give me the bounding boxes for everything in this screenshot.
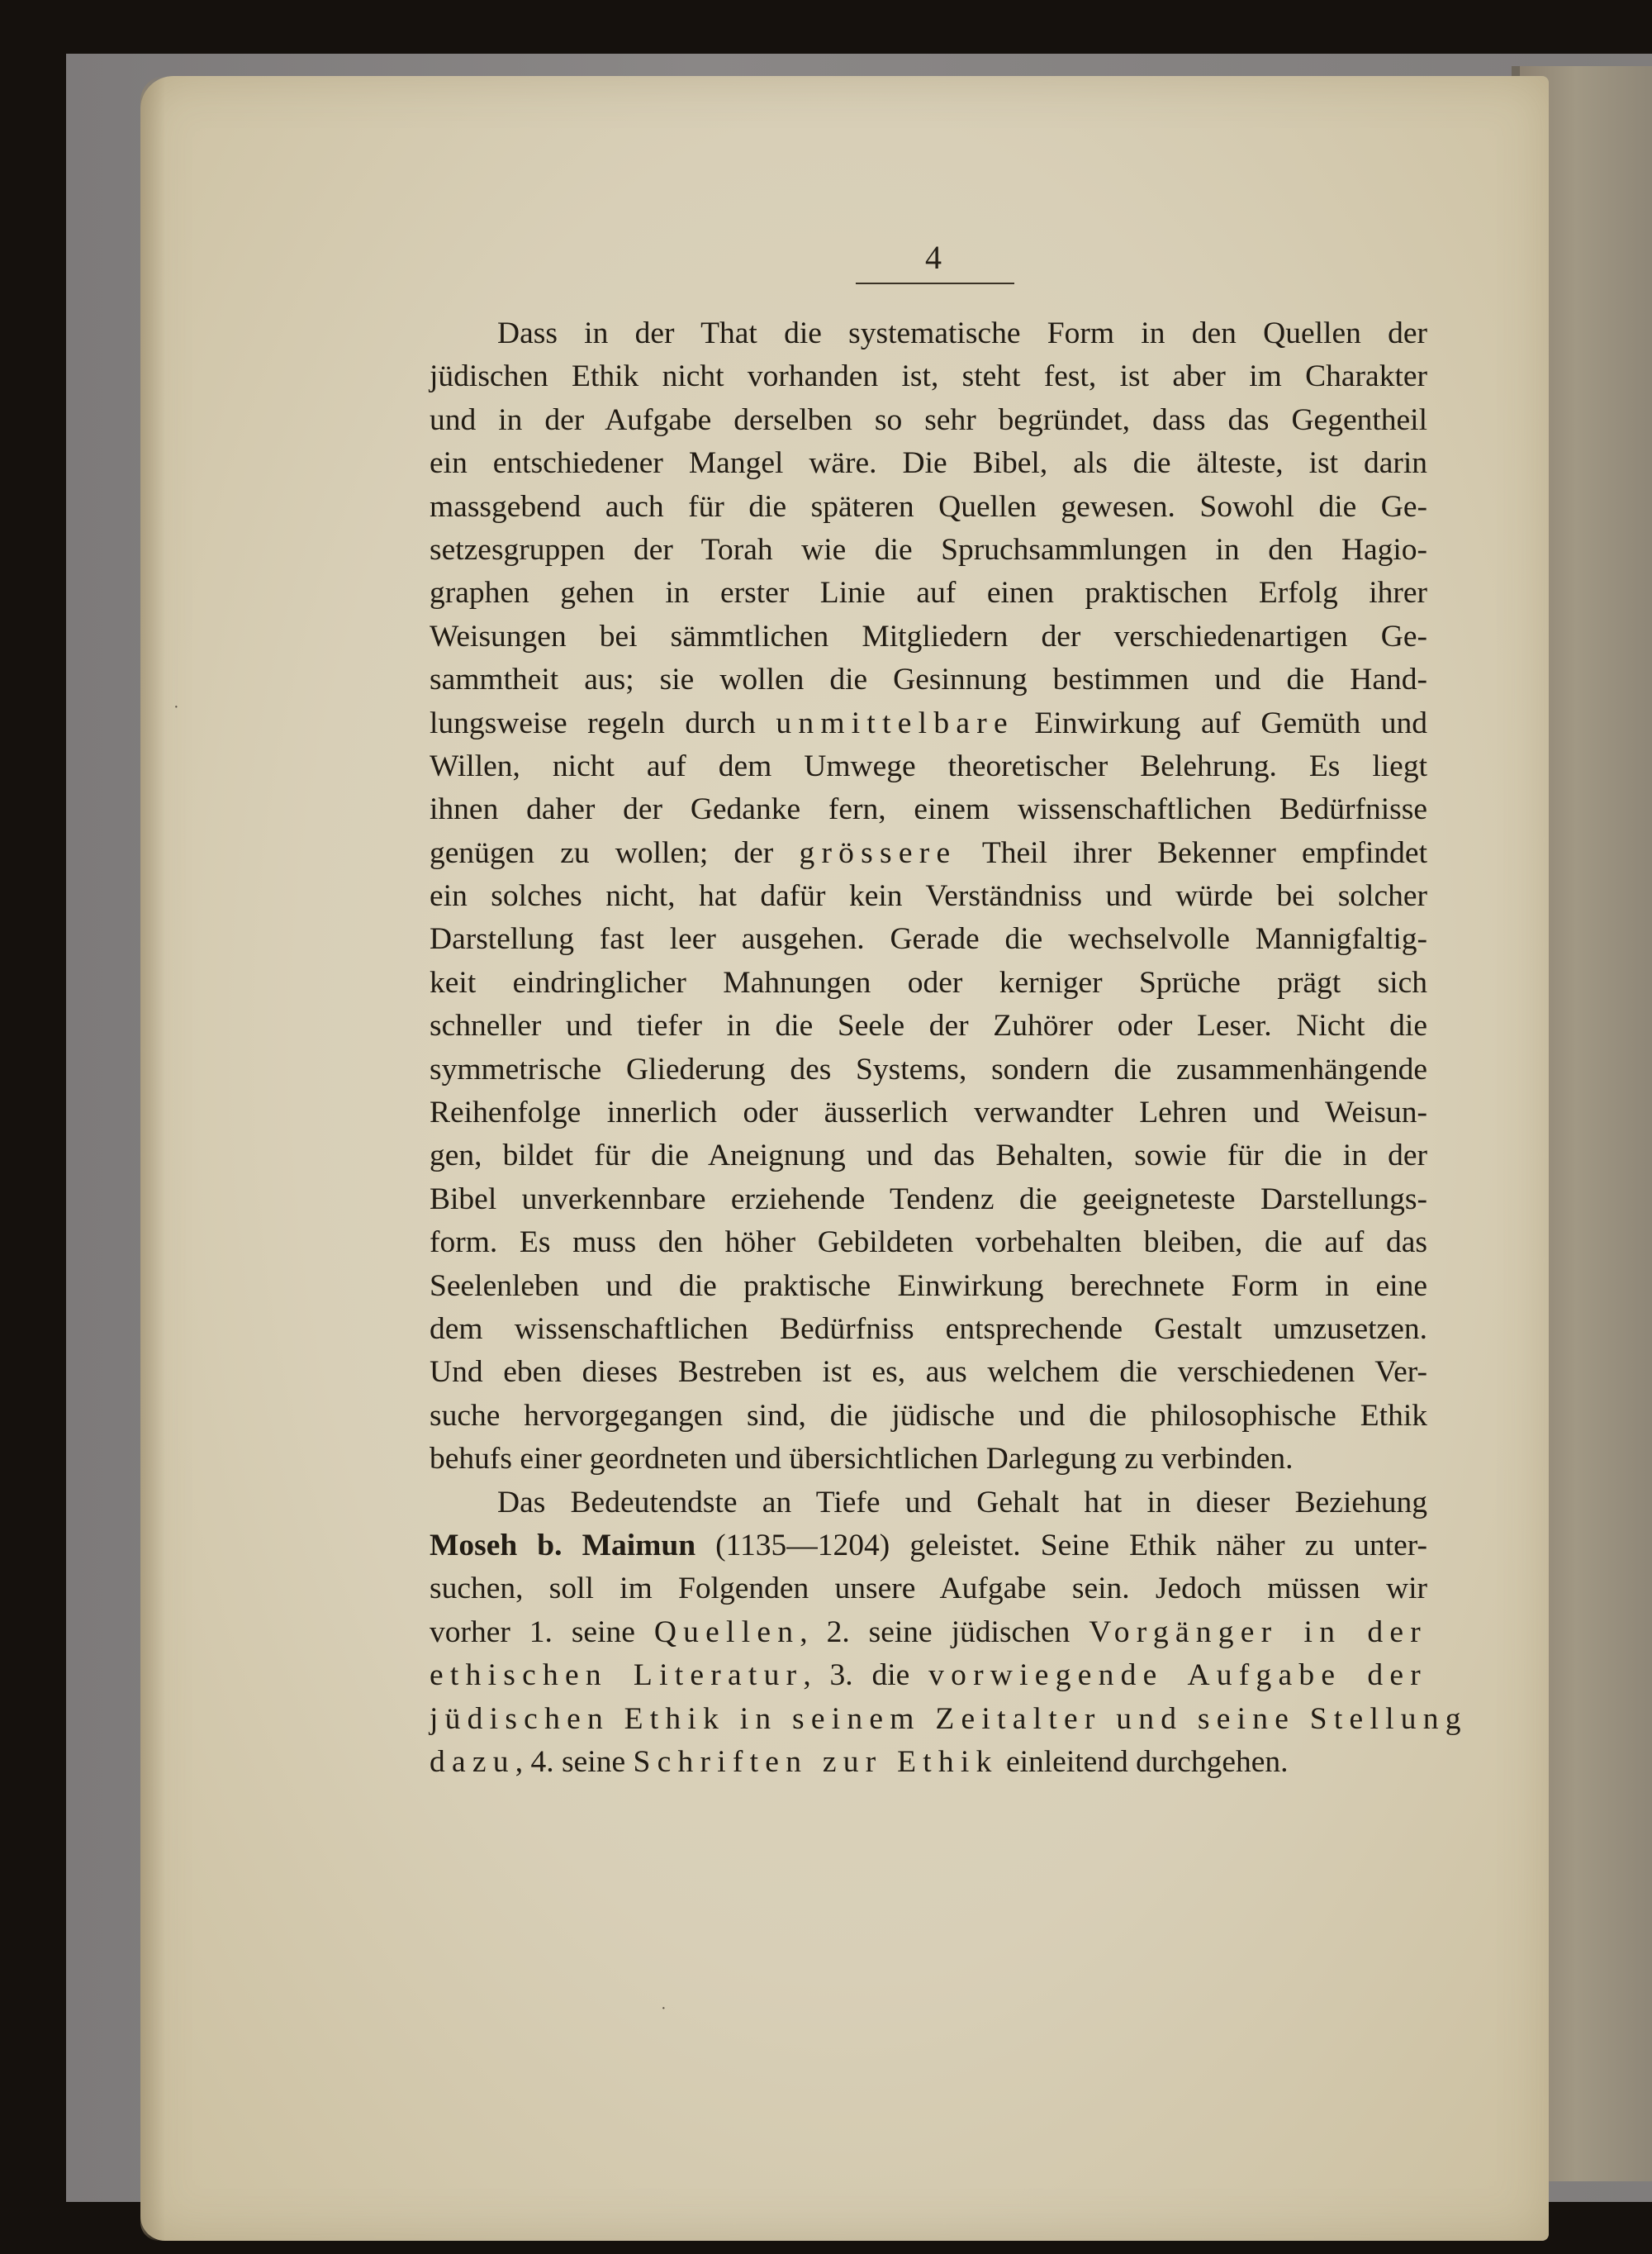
text-run: Seelenleben und die praktische Einwirkung berechnete Form in eine (430, 1268, 1427, 1303)
text-run: genügen zu wollen; der (430, 835, 800, 870)
text-run: , 4. seine (515, 1744, 634, 1779)
text-run: behufs einer geordneten und übersichtlichen Darlegung zu verbinden. (430, 1442, 1294, 1477)
text-run: vorher 1. seine (430, 1614, 654, 1649)
text-run: suche hervorgegangen sind, die jüdische und die philosophische Ethik (430, 1398, 1427, 1433)
text-run: Bibel unverkennbare erziehende Tendenz die geeigneteste Darstellungs- (430, 1182, 1427, 1216)
text-run: und in der Aufgabe derselben so sehr begründet, dass das Gegentheil (430, 402, 1427, 437)
text-line (430, 442, 1427, 485)
text-run: Willen, nicht auf dem Umwege theoretischer Belehrung. Es liegt (430, 749, 1427, 783)
text-run: graphen gehen in erster Linie auf einen praktischen Erfolg ihrer (430, 576, 1427, 611)
paragraph (430, 1481, 1468, 1785)
text-line (430, 1178, 1427, 1221)
text-line (430, 1524, 1427, 1567)
text-line (430, 1654, 1427, 1697)
text-line (430, 529, 1427, 572)
text-run: Reihenfolge innerlich oder äusserlich verwandter Lehren und Weisun- (430, 1096, 1427, 1130)
text-line (430, 1308, 1427, 1351)
spaced-emphasis: ethischen Literatur (430, 1658, 804, 1693)
text-line (430, 1567, 1427, 1610)
text-run: schneller und tiefer in die Seele der Zuhörer oder Leser. Nicht die (430, 1009, 1427, 1044)
page-number: 4 (925, 239, 942, 276)
text-line (430, 788, 1427, 831)
text-run: einleitend durchgehen. (998, 1744, 1289, 1779)
page-left-edge-shadow (140, 76, 165, 2241)
text-run: symmetrische Gliederung des Systems, sondern die zusammenhängende (430, 1052, 1427, 1087)
text-line (430, 616, 1427, 659)
text-line (430, 1134, 1427, 1177)
text-line (430, 1265, 1427, 1308)
text-line (430, 1005, 1427, 1048)
spaced-emphasis: jüdischen Ethik in seinem Zeitalter und seine Stellung (430, 1701, 1468, 1736)
text-run: Theil ihrer Bekenner empfindet (957, 835, 1427, 870)
spaced-emphasis: grössere (799, 835, 957, 870)
text-run: dem wissenschaftlichen Bedürfniss entsprechende Gestalt umzusetzen. (430, 1311, 1427, 1346)
text-line (430, 1091, 1427, 1134)
text-run: Einwirkung auf Gemüth und (1014, 706, 1427, 740)
paragraph (430, 312, 1427, 1481)
spaced-emphasis: dazu (430, 1744, 515, 1779)
text-run: ein entschiedener Mangel wäre. Die Bibel, als die älteste, ist darin (430, 446, 1427, 481)
text-line (430, 1351, 1427, 1394)
text-line (430, 1611, 1427, 1654)
body-text (430, 312, 1468, 1784)
text-run: Dass in der That die systematische Form in den Quellen der (497, 316, 1427, 350)
text-line (430, 1395, 1427, 1438)
spaced-emphasis: Vorgänger in der (1089, 1614, 1427, 1649)
text-run: , 3. die (803, 1658, 929, 1693)
text-line (430, 486, 1427, 529)
text-line (430, 1698, 1468, 1741)
text-line (430, 1221, 1427, 1264)
text-line (430, 1741, 1427, 1784)
text-run: Und eben dieses Bestreben ist es, aus welchem die verschiedenen Ver- (430, 1355, 1427, 1390)
margin-speck: · (661, 2000, 667, 2018)
spaced-emphasis: vorwiegende Aufgabe der (928, 1658, 1427, 1693)
text-line (430, 659, 1427, 701)
text-line (430, 355, 1427, 398)
text-run: Weisungen bei sämmtlichen Mitgliedern der verschiedenartigen Ge- (430, 619, 1427, 654)
text-line (430, 312, 1427, 355)
text-run: Das Bedeutendste an Tiefe und Gehalt hat in dieser Beziehung (497, 1485, 1427, 1519)
text-run: ihnen daher der Gedanke fern, einem wissenschaftlichen Bedürfnisse (430, 792, 1427, 827)
text-line (430, 1481, 1427, 1524)
bold-name: Moseh b. Maimun (430, 1528, 696, 1562)
text-run: ein solches nicht, hat dafür kein Verständniss und würde bei solcher (430, 879, 1427, 914)
text-run: (1135—1204) geleistet. Seine Ethik näher zu unter- (695, 1528, 1427, 1562)
text-run: sammtheit aus; sie wollen die Gesinnung bestimmen und die Hand- (430, 663, 1427, 697)
margin-speck: · (173, 698, 179, 716)
text-line (430, 918, 1427, 961)
text-line (430, 1438, 1427, 1481)
text-line (430, 399, 1427, 442)
text-line (430, 875, 1427, 918)
text-run: keit eindringlicher Mahnungen oder kerniger Sprüche prägt sich (430, 965, 1427, 1000)
text-line (430, 572, 1427, 615)
text-run: massgebend auch für die späteren Quellen gewesen. Sowohl die Ge- (430, 489, 1427, 524)
text-run: , 2. seine jüdischen (800, 1614, 1089, 1649)
text-run: form. Es muss den höher Gebildeten vorbehalten bleiben, die auf das (430, 1225, 1427, 1260)
text-line (430, 832, 1427, 875)
text-line (430, 1049, 1427, 1091)
text-run: lungsweise regeln durch (430, 706, 776, 740)
text-line (430, 962, 1427, 1005)
text-line (430, 702, 1427, 745)
text-line (430, 745, 1427, 788)
page-number-rule (856, 283, 1014, 284)
spaced-emphasis: unmittelbare (776, 706, 1014, 740)
text-run: jüdischen Ethik nicht vorhanden ist, steht fest, ist aber im Charakter (430, 359, 1427, 394)
text-run: Darstellung fast leer ausgehen. Gerade die wechselvolle Mannigfaltig- (430, 922, 1427, 957)
text-run: suchen, soll im Folgenden unsere Aufgabe sein. Jedoch müssen wir (430, 1572, 1427, 1606)
spaced-emphasis: Quellen (653, 1614, 800, 1649)
text-run: setzesgruppen der Torah wie die Spruchsammlungen in den Hagio- (430, 532, 1427, 567)
text-run: gen, bildet für die Aneignung und das Behalten, sowie für die in der (430, 1139, 1427, 1173)
spaced-emphasis: Schriften zur Ethik (633, 1744, 999, 1779)
